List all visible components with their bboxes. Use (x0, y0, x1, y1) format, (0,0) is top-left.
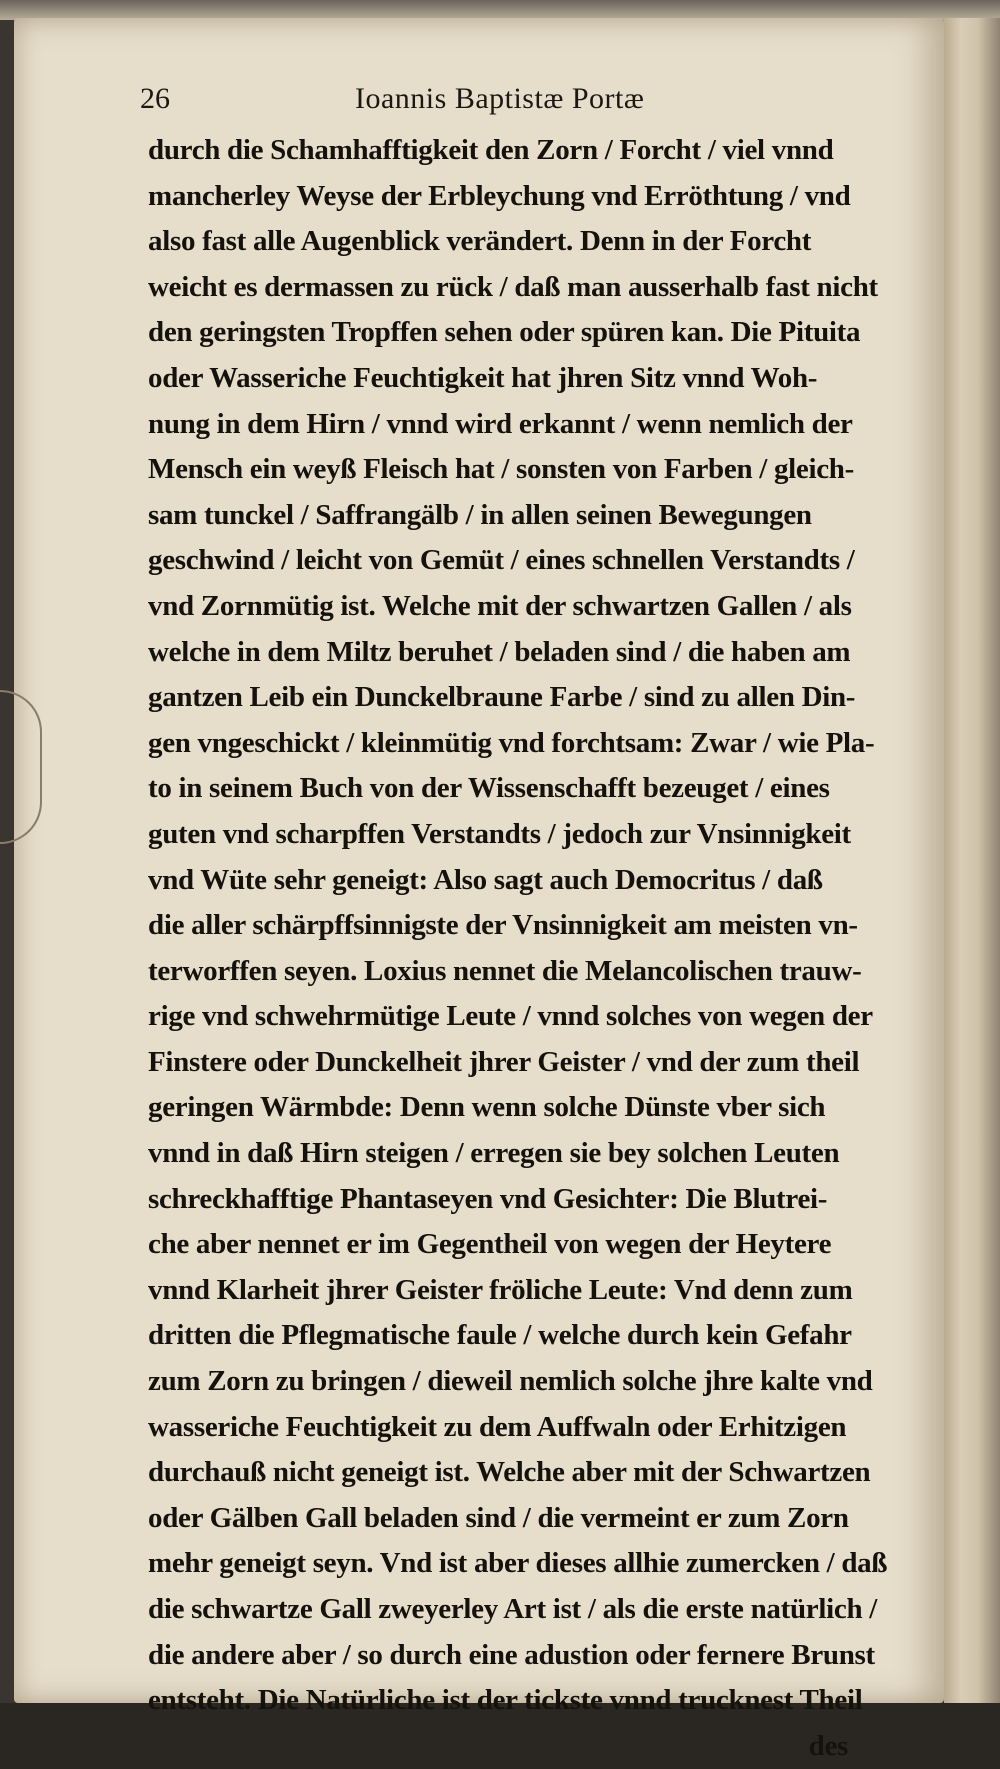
text-line: welche in dem Miltz beruhet / beladen sind / die haben am (148, 635, 851, 668)
text-line: terworffen seyen. Loxius nennet die Melancolischen trauw- (148, 954, 862, 987)
running-title: Ioannis Baptistæ Portæ (355, 82, 645, 115)
text-line: zum Zorn zu bringen / dieweil nemlich solche jhre kalte vnd (148, 1365, 873, 1398)
text-line: to in seinem Buch von der Wissenschafft bezeuget / eines (148, 772, 830, 805)
text-line: wasseriche Feuchtigkeit zu dem Auffwaln oder Erhitzigen (148, 1410, 847, 1443)
text-line: rige vnd schwehrmütige Leute / vnnd solches von wegen der (148, 1000, 873, 1033)
text-line: den geringsten Tropffen sehen oder spüren kan. Die Pituita (148, 316, 861, 349)
text-line: weicht es dermassen zu rück / daß man ausserhalb fast nicht (148, 270, 878, 303)
page-stack-edge (944, 18, 1000, 1703)
text-line: entsteht. Die Natürliche ist der tickste vnnd trucknest Theil (148, 1684, 863, 1717)
text-line: oder Gälben Gall beladen sind / die vermeint er zum Zorn (148, 1501, 849, 1534)
text-line: geringen Wärmbde: Denn wenn solche Dünste vber sich (148, 1091, 826, 1124)
text-line: mehr geneigt seyn. Vnd ist aber dieses allhie zumercken / daß (148, 1547, 888, 1580)
text-line: die schwartze Gall zweyerley Art ist / als die erste natürlich / (148, 1593, 877, 1625)
text-line: durch die Schamhafftigkeit den Zorn / Forcht / viel vnnd (148, 134, 834, 166)
catchword: des (808, 1729, 848, 1762)
running-header (140, 82, 900, 122)
book-top-edge (0, 0, 1000, 20)
text-line: dritten die Pflegmatische faule / welche durch kein Gefahr (148, 1319, 852, 1352)
text-line: gantzen Leib ein Dunckelbraune Farbe / sind zu allen Din- (148, 681, 856, 714)
text-line: also fast alle Augenblick verändert. Denn in der Forcht (148, 225, 812, 258)
text-line: vnnd in daß Hirn steigen / erregen sie bey solchen Leuten (148, 1137, 840, 1170)
text-line: oder Wasseriche Feuchtigkeit hat jhren Sitz vnnd Woh- (148, 361, 818, 394)
text-line: vnd Zornmütig ist. Welche mit der schwartzen Gallen / als (148, 589, 852, 622)
text-line: nung in dem Hirn / vnnd wird erkannt / wenn nemlich der (148, 407, 853, 440)
text-line: vnd Wüte sehr geneigt: Also sagt auch Democritus / daß (148, 863, 823, 896)
text-line: che aber nennet er im Gegentheil von wegen der Heytere (148, 1228, 832, 1261)
text-line: schreckhafftige Phantaseyen vnd Gesichter: Die Blutrei- (148, 1182, 828, 1215)
text-line: guten vnd scharpffen Verstandts / jedoch zur Vnsinnigkeit (148, 817, 851, 850)
binding-mark (0, 690, 42, 844)
text-line: durchauß nicht geneigt ist. Welche aber mit der Schwartzen (148, 1456, 871, 1489)
text-line: vnnd Klarheit jhrer Geister fröliche Leute: Vnd denn zum (148, 1273, 853, 1306)
text-line: geschwind / leicht von Gemüt / eines schnellen Verstandts / (148, 544, 855, 577)
text-line: sam tunckel / Saffrangälb / in allen seinen Bewegungen (148, 498, 812, 531)
text-line: mancherley Weyse der Erbleychung vnd Erröthtung / vnd (148, 179, 851, 212)
page-number: 26 (140, 82, 170, 115)
text-line: Finstere oder Dunckelheit jhrer Geister / vnd der zum theil (148, 1045, 860, 1078)
text-line: gen vngeschickt / kleinmütig vnd forchtsam: Zwar / wie Pla- (148, 726, 875, 759)
text-line: die andere aber / so durch eine adustion oder fernere Brunst (148, 1638, 875, 1671)
text-line: die aller schärpffsinnigste der Vnsinnigkeit am meisten vn- (148, 909, 858, 942)
body-text (148, 128, 918, 1769)
text-line: Mensch ein weyß Fleisch hat / sonsten von Farben / gleich- (148, 453, 854, 486)
